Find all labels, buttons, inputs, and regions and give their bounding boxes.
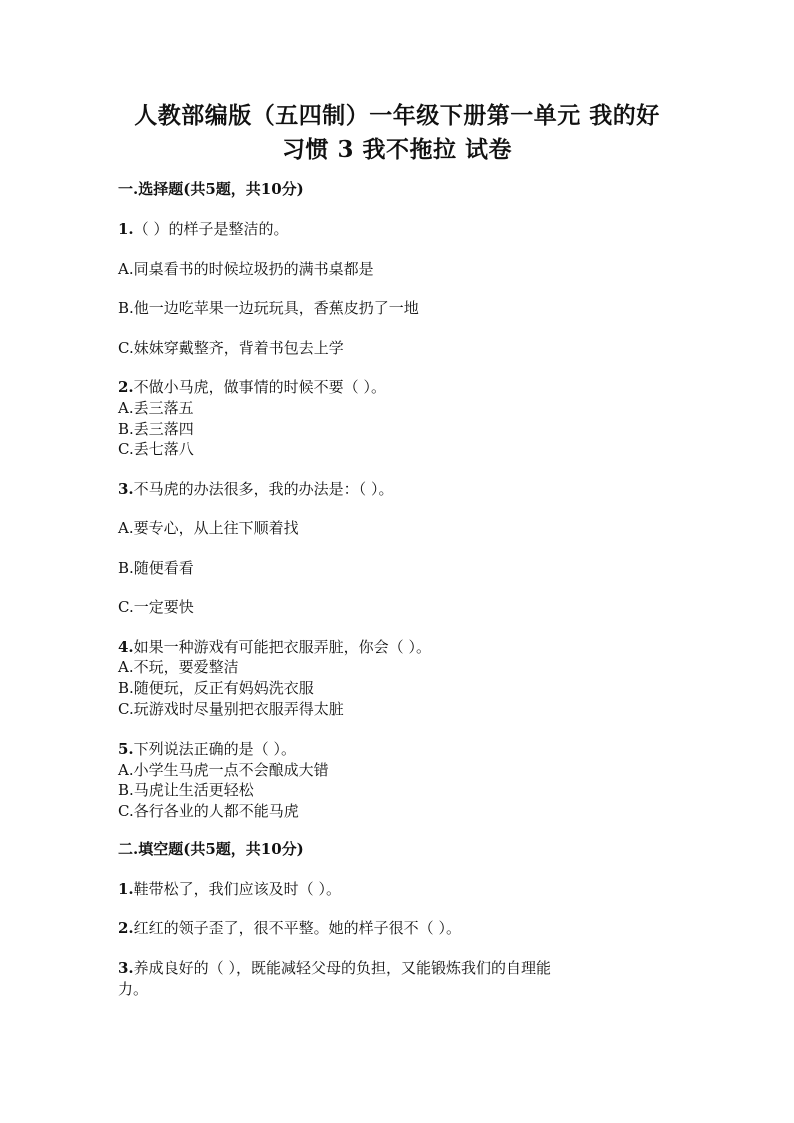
option-2a: A.丢三落五	[118, 399, 194, 417]
option-3c: C.一定要快	[118, 598, 194, 616]
question-number: 4.	[118, 638, 134, 656]
option-5b: B.马虎让生活更轻松	[118, 781, 254, 799]
option-1b: B.他一边吃苹果一边玩玩具，香蕉皮扔了一地	[118, 299, 419, 317]
exam-title-line-1: 人教部编版（五四制）一年级下册第一单元 我的好	[134, 102, 660, 129]
option-4c: C.玩游戏时尽量别把衣服弄得太脏	[118, 700, 344, 718]
fill-question-2	[118, 917, 461, 938]
fill-question-1	[118, 878, 341, 899]
option-4a: A.不玩，要爱整洁	[118, 658, 239, 676]
option-3b: B.随便看看	[118, 559, 194, 577]
question-number: 1.	[118, 220, 134, 238]
question-2	[118, 376, 386, 397]
question-stem: 不马虎的办法很多，我的办法是：（ ）。	[133, 480, 394, 498]
question-4	[118, 636, 431, 657]
question-3	[118, 478, 393, 499]
question-stem: 如果一种游戏有可能把衣服弄脏，你会（ ）。	[133, 638, 431, 656]
question-stem: （ ）的样子是整洁的。	[133, 220, 289, 238]
fill-question-3	[118, 957, 551, 978]
option-1c: C.妹妹穿戴整齐，背着书包去上学	[118, 339, 344, 357]
question-5	[118, 738, 296, 759]
section-heading-fill-in: 二.填空题(共5题，共10分)	[118, 840, 304, 858]
question-1	[118, 218, 288, 239]
question-stem: 养成良好的（ ），既能减轻父母的负担，又能锻炼我们的自理能	[133, 959, 551, 977]
option-3a: A.要专心，从上往下顺着找	[118, 519, 299, 537]
question-number: 1.	[118, 880, 134, 898]
question-number: 2.	[118, 378, 134, 396]
question-stem: 不做小马虎，做事情的时候不要（ ）。	[133, 378, 386, 396]
option-5a: A.小学生马虎一点不会酿成大错	[118, 761, 329, 779]
question-stem: 红红的领子歪了，很不平整。她的样子很不（ ）。	[133, 919, 461, 937]
question-number: 3.	[118, 959, 134, 977]
question-number: 3.	[118, 480, 134, 498]
option-5c: C.各行各业的人都不能马虎	[118, 802, 299, 820]
fill-question-3-continued: 力。	[118, 980, 149, 998]
question-number: 5.	[118, 740, 134, 758]
exam-title-line-2: 习惯 3 我不拖拉 试卷	[281, 136, 513, 163]
option-2b: B.丢三落四	[118, 420, 194, 438]
question-stem: 下列说法正确的是（ ）。	[133, 740, 296, 758]
option-1a: A.同桌看书的时候垃圾扔的满书桌都是	[118, 260, 374, 278]
question-stem: 鞋带松了，我们应该及时（ ）。	[133, 880, 341, 898]
question-number: 2.	[118, 919, 134, 937]
option-2c: C.丢七落八	[118, 440, 194, 458]
section-heading-choice: 一.选择题(共5题，共10分)	[118, 180, 304, 198]
option-4b: B.随便玩，反正有妈妈洗衣服	[118, 679, 314, 697]
